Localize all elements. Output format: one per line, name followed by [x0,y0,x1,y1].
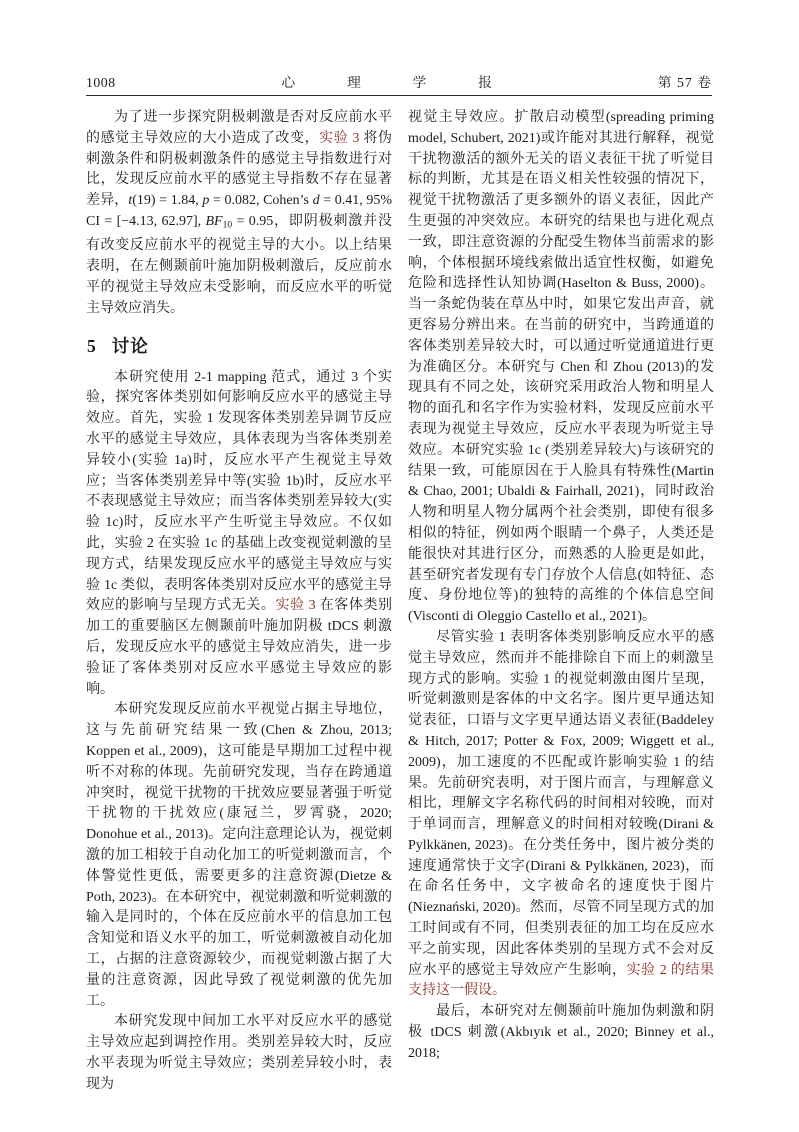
text-run: 最后，本研究对左侧颞前叶施加伪刺激和阴极 tDCS 刺激(Akbıyık et al., 2020; Binney et al., 2018; [408,1004,714,1061]
journal-title: 心 理 学 报 [281,75,511,90]
text-run: d [312,193,320,209]
text-run: 10 [222,220,233,231]
text-run: 在客体类别加工的重要脑区左侧颞前叶施加阴极 tDCS 刺激后，发现反应水平的感觉主导效应消失，进一步验证了客体类别对反应水平感觉主导效应的影响。 [86,598,393,697]
revised-text: 实验 2 的结果支持这一假设。 [408,962,715,999]
paragraph [408,1002,714,1064]
text-run: = 0.41, 95% CI = [−4.13, 62.97], [86,193,393,229]
text-run: = 0.95，即阴极刺激并没有改变反应前水平的视觉主导的大小。以上结果表明，在左侧颞前叶施加阴极刺激后，反应前水平的视觉主导效应未受影响，而反应水平的听觉主导效应消失。 [86,213,392,316]
text-run: = 0.082, Cohen’s [209,193,313,209]
page-body [86,108,714,1096]
text-run: t [128,193,133,209]
section-title: 讨论 [111,335,149,356]
revised-text: 实验 3 [319,130,360,146]
section-number: 5 [87,335,96,356]
paragraph [408,108,714,628]
text-run: p [202,193,210,209]
text-run: BF [205,213,223,229]
paragraph [86,108,392,320]
page-number: 1008 [86,75,116,90]
text-run: 本研究使用 2-1 mapping 范式，通过 3 个实验，探究客体类别如何影响反应水平的感觉主导效应。首先，实验 1 发现客体类别差异调节反应水平的感觉主导效应，具体表现为当客体类别差异较小(实验 1a)时，反应水平产生视觉主导效应；当客体类别差异中等(实验 1b)时，反应水平不表现感觉主导效应；而当客体类别差异较大(实验 1c)时，反应水平产生听觉主导效应。不仅如此，实验 2 在实验 1c 的基础上改变视觉刺激的呈现方式，结果发现反应水平的感觉主导效应与实验 1c 类似，表明客体类别对反应水平的感觉主导效应的影响与呈现方式无关。 [86,369,392,614]
left-column [86,108,392,1096]
text-run: 视觉主导效应。扩散启动模型(spreading priming model, Schubert, 2021)或许能对其进行解释，视觉干扰物激活的额外无关的语义表征干扰了听觉目标的判断，尤其是在语义相关性较强的情况下，视觉干扰物激活了更多额外的语义表征，因此产生更强的冲突效应。本研究的结果也与进化观点一致，即注意资源的分配受生物体当前需求的影响，个体根据环境线索做出适宜性权衡，如避免危险和选择性认知协调(Haselton & Buss, 2000)。当一条蛇伪装在草丛中时，如果它发出声音，就更容易分辨出来。在当前的研究中，当跨通道的客体类别差异较大时，可以通过听觉通道进行更为准确区分。本研究与 Chen 和 Zhou (2013)的发现具有不同之处，该研究采用政治人物和明星人物的面孔和名字作为实验材料，发现反应前水平表现为视觉主导效应，反应水平表现为听觉主导效应。本研究实验 1c (类别差异较大)与该研究的结果一致，可能原因在于人脸具有特殊性(Martin & Chao, 2001; Ubaldi & Fairhall, 2021)，同时政治人物和明星人物分属两个社会类别，即使有很多相似的特征，例如两个眼睛一个鼻子，人类还是能很快对其进行区分，而熟悉的人脸更是如此，甚至研究者发现有专门存放个人信息(如特征、态度、身份地位等)的独特的高维的个体信息空间(Visconti di Oleggio Castello et al., 2021)。 [408,110,714,625]
text-run: 本研究发现反应前水平视觉占据主导地位，这与先前研究结果一致(Chen & Zhou, 2013; Koppen et al., 2009)，这可能是早期加工过程中视听不对称的体现。先前研究发现，当存在跨通道冲突时，视觉干扰物的干扰效应要显著强于听觉干扰物的干扰效应(康冠兰，罗霄骁，2020; Donohue et al., 2013)。定向注意理论认为，视觉刺激的加工相较于自动化加工的听觉刺激而言，个体警觉性更低，需要更多的注意资源(Dietze & Poth, 2023)。在本研究中，视觉刺激和听觉刺激的输入是同时的，个体在反应前水平的信息加工包含知觉和语义水平的加工，听觉刺激被自动化加工，占据的注意资源较少，而视觉刺激占据了大量的注意资源，因此导致了视觉刺激的优先加工。 [86,702,392,1009]
revised-text: 实验 3 [275,598,316,614]
paragraph [86,700,392,1012]
header-divider [86,95,712,96]
paragraph [86,1012,392,1095]
text-run: 本研究发现中间加工水平对反应水平的感觉主导效应起到调控作用。类别差异较大时，反应水平表现为听觉主导效应；类别差异较小时，表现为 [86,1014,392,1092]
text-run: 尽管实验 1 表明客体类别影响反应水平的感觉主导效应，然而并不能排除自下而上的刺激呈现方式的影响。实验 1 的视觉刺激由图片呈现，听觉刺激则是客体的中文名字。图片更早通达知觉表征，口语与文字更早通达语义表征(Baddeley & Hitch, 2017; Potter & Fox, 2009; Wiggett et al., 2009)，加工速度的不匹配或许影响实验 1 的结果。先前研究表明，对于图片而言，与理解意义相比，理解文字名称代码的时间相对较晚，而对于单词而言，理解意义的时间相对较晚(Dirani & Pylkkänen, 2023)。在分类任务中，图片被分类的速度通常快于文字(Dirani & Pylkkänen, 2023)，而在命名任务中，文字被命名的速度快于图片(Nieznański, 2020)。然而，尽管不同呈现方式的加工时间或有不同，但类别表征的加工均在反应水平之前实现，因此客体类别的呈现方式不会对反应水平的感觉主导效应产生影响， [408,629,714,978]
running-header [86,71,712,91]
section-heading [87,334,392,358]
text-run: (19) = 1.84, [132,193,203,209]
right-column [408,108,714,1096]
paragraph [86,368,392,701]
text-run: 为了进一步探究阴极刺激是否对反应前水平的感觉主导效应的大小造成了改变， [86,110,392,146]
paragraph [408,628,714,1002]
text-run: 将伪刺激条件和阴极刺激条件的感觉主导指数进行对比，发现反应前水平的感觉主导指数不存在显著差异， [86,130,393,209]
volume-number: 第 57 卷 [657,75,712,90]
